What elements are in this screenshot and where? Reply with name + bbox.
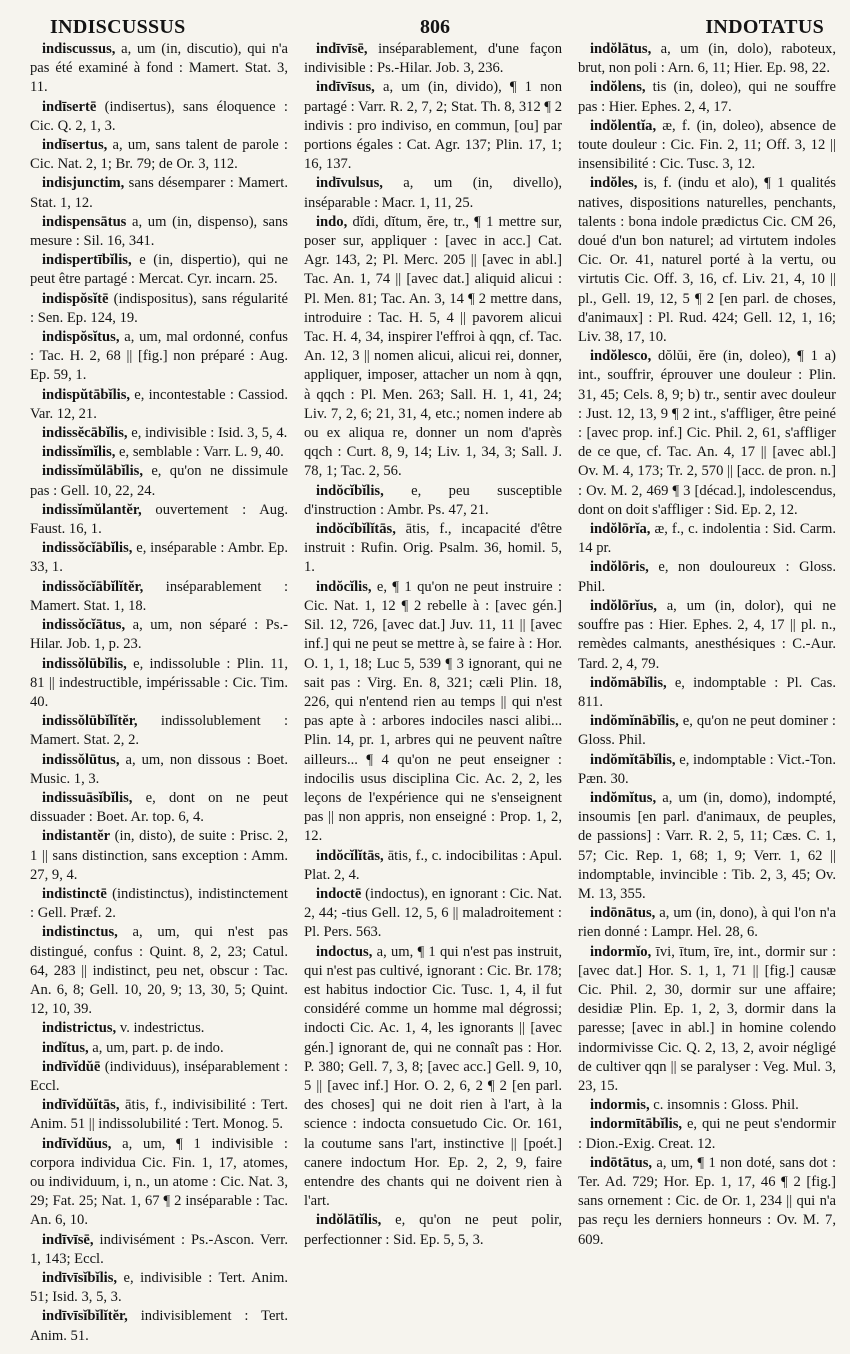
headword: indŏles, xyxy=(590,175,638,192)
dictionary-entry xyxy=(30,827,288,885)
entry-definition: dĭdi, dĭtum, ĕre, tr., ¶ 1 mettre sur, poser sur, appliquer : [avec in acc.] Cat. Agr. 143, 2; Pl. Merc. 205 || [avec in abl.] Tac. An. 1, 74 || [avec dat.] aliquid alicui : Pl. Men. 81; Tac. An. 3, 14 ¶ 2 mettre dans, introduire : Tac. H. 5, 4 || pavorem alicui Tac. H. 4, 34, inspirer l'effroi à qqn, cf. Tac. An. 12, 3 || nomen alicui, alicui rei, donner, appliquer, imposer, attacher un nom à qqn, à qqch : Pl. Men. 263; Sall. H. 1, 41, 24; Liv. 7, 2, 6; 21, 31, 4, etc.; nomen indere ab ou ex aliqua re, donner un nom d'après qqch : Curt. 8, 9, 14; Liv. 1, 34, 3; Sall. J. 78, 1; Tac. 2, 56. xyxy=(304,213,562,480)
dictionary-entry xyxy=(578,174,836,347)
headword: indispŏsĭtē xyxy=(42,290,109,307)
left-guide-word: INDISCUSSUS xyxy=(50,16,186,38)
dictionary-entry xyxy=(304,78,562,174)
dictionary-entry xyxy=(30,539,288,577)
headword: indŏlōris, xyxy=(590,559,649,576)
headword: indissŏlūtus, xyxy=(42,751,120,768)
dictionary-entry xyxy=(304,885,562,943)
headword: indissĭmŭlantĕr, xyxy=(42,501,142,518)
entry-definition: tis (in, doleo), qui ne souffre pas : Hier. Ephes. 2, 4, 17. xyxy=(578,79,836,115)
entry-definition: c. insomnis : Gloss. Phil. xyxy=(649,1097,799,1114)
entry-definition: æ, f., c. indolentia : Sid. Carm. 14 pr. xyxy=(578,521,836,557)
page-number: 806 xyxy=(420,16,450,38)
headword: indo, xyxy=(316,213,348,230)
dictionary-entry xyxy=(30,1039,288,1058)
dictionary-entry xyxy=(304,482,562,520)
dictionary-entry xyxy=(578,1115,836,1153)
headword: indistinctus, xyxy=(42,924,118,941)
dictionary-entry xyxy=(304,520,562,578)
headword: indŏcĭlĭtās, xyxy=(316,847,384,864)
entry-definition: inséparablement : Mamert. Stat. 1, 18. xyxy=(30,578,288,614)
entry-definition: v. indestrictus. xyxy=(116,1020,205,1037)
dictionary-entry xyxy=(30,923,288,1019)
entry-definition: a, um, ¶ 1 non doté, sans dot : Ter. Ad. 729; Hor. Ep. 1, 17, 46 ¶ 2 [fig.] sans ornement : Cic. de Or. 1, 234 || qui n'a pas reçu les derniers honneurs : Ov. M. 7, 609. xyxy=(578,1154,836,1248)
entry-definition: a, um (in, domo), indompté, insoumis [en parl. d'animaux, de peuples, de passions] : Varr. R. 2, 5, 11; Cæs. C. 1, 57; Cic. Rep. 1, 68; 1, 9; Verr. 1, 62 || indomptable, invincible : Tib. 2, 3, 45; Ov. M. 13, 355. xyxy=(578,789,836,902)
entry-definition: ātis, f., indivisibilité : Tert. Anim. 51 || indissolubilité : Tert. Monog. 5. xyxy=(30,1097,288,1133)
headword: indissŏcĭābĭlis, xyxy=(42,540,133,557)
columns xyxy=(30,40,842,1354)
headword: indīsertus, xyxy=(42,137,108,154)
dictionary-entry xyxy=(578,40,836,78)
dictionary-entry xyxy=(578,347,836,520)
headword: indoctē xyxy=(316,885,362,902)
entry-definition: a, um (in, dolor), qui ne souffre pas : Hier. Ephes. 2, 4, 17 || pl. n., remèdes calmants, anesthésiques : C.-Aur. Tard. 2, 4, 79. xyxy=(578,597,836,672)
headword: indormis, xyxy=(590,1097,650,1114)
headword: indormĭo, xyxy=(590,943,652,960)
entry-definition: e, indivisible : Isid. 3, 5, 4. xyxy=(127,425,288,442)
entry-definition: indissolublement : Mamert. Stat. 2, 2. xyxy=(30,713,288,749)
entry-definition: indivisément : Ps.-Ascon. Verr. 1, 143; Eccl. xyxy=(30,1231,288,1267)
dictionary-entry xyxy=(30,789,288,827)
headword: indispensātus xyxy=(42,213,127,230)
dictionary-entry xyxy=(578,904,836,942)
headword: indissŏlūbĭlĭtĕr, xyxy=(42,713,138,730)
dictionary-entry xyxy=(30,1019,288,1038)
dictionary-entry xyxy=(578,558,836,596)
dictionary-entry xyxy=(578,674,836,712)
headword: indŏmābĭlis, xyxy=(590,674,667,691)
headword: indissŏlūbĭlis, xyxy=(42,655,127,672)
headword: indissŏcĭābĭlĭtĕr, xyxy=(42,578,144,595)
dictionary-entry xyxy=(578,520,836,558)
page-header xyxy=(30,12,842,42)
entry-definition: e, qui ne peut s'endormir : Dion.-Exig. Creat. 12. xyxy=(578,1116,836,1152)
entry-definition: a, um, mal ordonné, confus : Tac. H. 2, 68 || [fig.] non préparé : Aug. Ep. 59, 1. xyxy=(30,329,288,384)
entry-definition: ātis, f., c. indocibilitas : Apul. Plat. 2, 4. xyxy=(304,847,562,883)
headword: indissŏcĭātus, xyxy=(42,617,126,634)
dictionary-entry xyxy=(30,174,288,212)
headword: indīvĭdŭĭtās, xyxy=(42,1097,120,1114)
headword: indŏlesco, xyxy=(590,348,652,365)
entry-definition: e (in, dispertio), qui ne peut être partagé : Mercat. Cyr. incarn. 25. xyxy=(30,252,288,288)
entry-definition: (indisertus), sans éloquence : Cic. Q. 2, 1, 3. xyxy=(30,98,288,134)
entry-definition: a, um, non séparé : Ps.-Hilar. Job. 1, p. 23. xyxy=(30,617,288,653)
dictionary-entry xyxy=(578,712,836,750)
entry-definition: indivisiblement : Tert. Anim. 51. xyxy=(30,1308,288,1344)
entry-definition: e, non douloureux : Gloss. Phil. xyxy=(578,559,836,595)
headword: indĭtus, xyxy=(42,1039,89,1056)
entry-definition: a, um, non dissous : Boet. Music. 1, 3. xyxy=(30,751,288,787)
column-2 xyxy=(304,40,562,1354)
headword: indŏlōrĭa, xyxy=(590,521,651,538)
entry-definition: a, um (in, divello), inséparable : Macr. 1, 11, 25. xyxy=(304,175,562,211)
dictionary-entry xyxy=(30,1307,288,1345)
entry-definition: (individuus), inséparablement : Eccl. xyxy=(30,1058,288,1094)
entry-definition: is, f. (indu et alo), ¶ 1 qualités natives, dispositions naturelles, penchants, talents : bona indole prædictus Cic. CM 26, doué d'un bon naturel; ad virtutem indoles Cic. Or. 41, naturel porté à la vertu, ou virtutis Cic. Off. 3, 16, cf. Liv. 21, 4, 10 || pl., Gell. 19, 12, 5 ¶ 2 [en parl. de choses, d'animaux] : Pl. Rud. 424; Gell. 12, 1, 16; Liv. 38, 17, 10. xyxy=(578,175,836,346)
dictionary-entry xyxy=(30,290,288,328)
dictionary-entry xyxy=(304,40,562,78)
dictionary-entry xyxy=(30,40,288,98)
dictionary-entry xyxy=(304,174,562,212)
entry-definition: e, incontestable : Cassiod. Var. 12, 21. xyxy=(30,386,288,422)
headword: indīvīsĭbĭlĭtĕr, xyxy=(42,1308,128,1325)
headword: indōnātus, xyxy=(590,905,656,922)
entry-definition: īvi, ītum, īre, int., dormir sur : [avec dat.] Hor. S. 1, 1, 71 || [fig.] causæ Cic. Phil. 2, 30, dormir sur une affaire; desidiæ Plin. Ep. 1, 2, 3, dormir dans la paresse; [avec in abl.] in homine colendo indormivisse Cic. Q. 2, 13, 2, avoir négligé de cultiver qqn || se paralyser : Veg. Mul. 3, 23, 15. xyxy=(578,943,836,1094)
entry-definition: a, um (in, dono), à qui l'on n'a rien donné : Lampr. Hel. 28, 6. xyxy=(578,905,836,941)
dictionary-entry xyxy=(578,597,836,674)
headword: indīvīsus, xyxy=(316,79,375,96)
entry-definition: a, um, sans talent de parole : Cic. Nat. 2, 1; Br. 79; de Or. 3, 112. xyxy=(30,137,288,173)
headword: indōtātus, xyxy=(590,1154,653,1171)
column-1 xyxy=(30,40,288,1354)
dictionary-entry xyxy=(30,1096,288,1134)
headword: indissĭmĭlis, xyxy=(42,444,116,461)
headword: indīvīsē, xyxy=(42,1231,94,1248)
headword: indŏlōrĭus, xyxy=(590,597,657,614)
right-guide-word: INDOTATUS xyxy=(705,16,824,38)
entry-definition: a, um (in, discutio), qui n'a pas été examiné à fond : Mamert. Stat. 3, 11. xyxy=(30,41,288,96)
dictionary-entry xyxy=(578,117,836,175)
dictionary-entry xyxy=(30,251,288,289)
entry-definition: e, indomptable : Vict.-Ton. Pæn. 30. xyxy=(578,751,836,787)
headword: indŏcĭlis, xyxy=(316,578,372,595)
entry-definition: e, dont on ne peut dissuader : Boet. Ar. top. 6, 4. xyxy=(30,789,288,826)
headword: indīvīsē, xyxy=(316,41,368,57)
dictionary-entry xyxy=(30,655,288,713)
headword: indormītābĭlis, xyxy=(590,1116,683,1133)
entry-definition: ātis, f., incapacité d'être instruit : Rufin. Orig. Psalm. 36, homil. 5, 1. xyxy=(304,521,562,576)
headword: indŏcĭbĭlis, xyxy=(316,482,384,499)
entry-definition: e, indissoluble : Plin. 11, 81 || indestructible, impérissable : Cic. Tim. 40. xyxy=(30,655,288,710)
headword: indistrictus, xyxy=(42,1020,117,1037)
dictionary-entry xyxy=(30,501,288,539)
dictionary-entry xyxy=(30,462,288,500)
dictionary-entry xyxy=(30,328,288,386)
entry-definition: e, ¶ 1 qu'on ne peut instruire : Cic. Nat. 1, 12 ¶ 2 rebelle à : [avec gén.] Sil. 12, 726, [avec dat.] Juv. 11, 11 || [avec inf.] qui ne peut se mettre à, se faire à : Hor. O. 1, 1, 18; Luc 5, 539 ¶ 3 ignorant, qui ne sait pas : Virg. En. 8, 321; cæli Plin. 18, 226, qui n'entend rien au temps || qui n'est pas apte à : arbores indociles nasci alibi... Plin. 14, pr. 1, arbres qui ne peuvent naître ailleurs... ¶ 4 qu'on ne peut enseigner : indocilis usus disciplina Cic. Ac. 2, 2, les leçons de l'expérience qui ne s'enseignent pas || non appris, non enseigné : Prop. 1, 2, 12. xyxy=(304,578,562,845)
dictionary-entry xyxy=(578,1154,836,1250)
headword: indŏlens, xyxy=(590,79,646,96)
headword: indiscussus, xyxy=(42,41,116,57)
entry-definition: a, um, ¶ 1 qui n'est pas instruit, qui n'est pas cultivé, ignorant : Cic. Br. 178; est habitus indoctior Cic. Tusc. 1, 4, il fut considéré comme un homme mal dégrossi; indocti Cic. Ac. 1, 4, les ignorants || [avec gén.] ignorant de, qui ne connaît pas : Hor. P. 380; Gell. 7, 3, 8; [avec acc.] Gell. 9, 10, 5 || [avec inf.] Hor. O. 2, 6, 2 ¶ 2 [en parl. des choses] qui ne doit rien à l'art, à la science : indocta consuetudo Cic. Or. 161, la coutume sans l'art, instinctive || [poét.] canere indoctum Hor. Ep. 2, 2, 9, faire entendre des chants qui ne doivent rien à l'art. xyxy=(304,943,562,1210)
entry-definition: inséparablement, d'une façon indivisible : Ps.-Hilar. Job. 3, 236. xyxy=(304,41,562,77)
headword: indŏmĭtābĭlis, xyxy=(590,751,676,768)
entry-definition: a, um (in, dolo), raboteux, brut, non poli : Arn. 6, 11; Hier. Ep. 98, 22. xyxy=(578,41,836,77)
entry-definition: (indoctus), en ignorant : Cic. Nat. 2, 44; -tius Gell. 12, 5, 6 || maladroitement : Pl. Pers. 563. xyxy=(304,885,562,941)
headword: indīvĭdŭē xyxy=(42,1058,101,1075)
entry-definition: e, semblable : Varr. L. 9, 40. xyxy=(115,444,284,461)
dictionary-entry xyxy=(30,213,288,251)
dictionary-entry xyxy=(30,443,288,462)
entry-definition: ouvertement : Aug. Faust. 16, 1. xyxy=(30,501,288,538)
entry-definition: e, qu'on ne peut polir, perfectionner : Sid. Ep. 5, 5, 3. xyxy=(304,1212,562,1248)
column-3 xyxy=(578,40,836,1354)
headword: indŏmĭtus, xyxy=(590,789,657,806)
dictionary-entry xyxy=(30,616,288,654)
entry-definition: æ, f. (in, doleo), absence de toute douleur : Cic. Fin. 2, 11; Off. 3, 12 || insensibilité : Cic. Tusc. 3, 12. xyxy=(578,117,836,173)
entry-definition: e, qu'on ne dissimule pas : Gell. 10, 22, 24. xyxy=(30,463,288,499)
headword: indispŭtābĭlis, xyxy=(42,386,131,403)
entry-definition: a, um (in, divido), ¶ 1 non partagé : Varr. R. 2, 7, 2; Stat. Th. 8, 312 ¶ 2 indivis : pro indiviso, en commun, [ou] par portions égales : Cat. Agr. 137; Plin. 17, 1; 16, 137. xyxy=(304,79,562,173)
entry-definition: e, qu'on ne peut dominer : Gloss. Phil. xyxy=(578,713,836,749)
headword: indissĕcābĭlis, xyxy=(42,425,128,442)
dictionary-entry xyxy=(304,943,562,1212)
dictionary-entry xyxy=(30,98,288,136)
entry-definition: e, inséparable : Ambr. Ep. 33, 1. xyxy=(30,540,288,576)
headword: indīvīsĭbĭlis, xyxy=(42,1270,118,1286)
headword: indispŏsĭtus, xyxy=(42,329,120,346)
dictionary-entry xyxy=(30,712,288,750)
headword: indīvĭdŭus, xyxy=(42,1135,112,1152)
dictionary-entry xyxy=(30,1135,288,1231)
dictionary-entry xyxy=(304,847,562,885)
dictionary-entry xyxy=(30,885,288,923)
headword: indīsertē xyxy=(42,98,97,115)
entry-definition: e, indomptable : Pl. Cas. 811. xyxy=(578,674,836,710)
entry-definition: a, um, qui n'est pas distingué, confus : Quint. 8, 2, 23; Catul. 64, 283 || indistinct, peu net, obscur : Tac. An. 6, 8; Gell. 10, 20, 9; 13, 30, 5; Quint. 12, 10, 39. xyxy=(30,924,288,1018)
entry-definition: (indistinctus), indistinctement : Gell. Præf. 2. xyxy=(30,885,288,922)
dictionary-entry xyxy=(30,578,288,616)
dictionary-entry xyxy=(304,213,562,482)
headword: indŏlentĭa, xyxy=(590,117,657,134)
dictionary-entry xyxy=(30,1058,288,1096)
entry-definition: a, um (in, dispenso), sans mesure : Sil. 16, 341. xyxy=(30,213,288,250)
entry-definition: e, indivisible : Tert. Anim. 51; Isid. 3, 5, 3. xyxy=(30,1270,288,1306)
dictionary-entry xyxy=(30,1269,288,1307)
dictionary-entry xyxy=(30,751,288,789)
dictionary-entry xyxy=(578,1096,836,1115)
headword: indissuāsĭbĭlis, xyxy=(42,789,133,806)
headword: indŏmĭnābĭlis, xyxy=(590,713,679,730)
entry-definition: (in, disto), de suite : Prisc. 2, 1 || sans distinction, sans exception : Amm. 27, 9, 4. xyxy=(30,828,288,883)
headword: indistantĕr xyxy=(42,828,111,845)
dictionary-entry xyxy=(30,1231,288,1269)
headword: indŏlātus, xyxy=(590,41,652,57)
headword: indispertībĭlis, xyxy=(42,252,132,269)
dictionary-entry xyxy=(578,751,836,789)
headword: indŏcĭbĭlĭtās, xyxy=(316,521,396,538)
entry-definition: (indispositus), sans régularité : Sen. Ep. 124, 19. xyxy=(30,290,288,326)
entry-definition: sans désemparer : Mamert. Stat. 1, 12. xyxy=(30,175,288,211)
headword: indŏlātĭlis, xyxy=(316,1212,382,1229)
headword: indissĭmŭlābĭlis, xyxy=(42,463,143,480)
dictionary-entry xyxy=(578,78,836,116)
dictionary-entry xyxy=(30,386,288,424)
dictionary-entry xyxy=(30,136,288,174)
dictionary-entry xyxy=(304,578,562,847)
headword: indisjunctim, xyxy=(42,175,125,192)
dictionary-entry xyxy=(578,943,836,1097)
dictionary-entry xyxy=(578,789,836,904)
entry-definition: e, peu susceptible d'instruction : Ambr. Ps. 47, 21. xyxy=(304,482,562,518)
headword: indīvulsus, xyxy=(316,175,383,192)
entry-definition: a, um, ¶ 1 indivisible : corpora individua Cic. Fin. 1, 17, atomes, ou individuum, i, n., un atome : Cic. Nat. 3, 29; Fat. 25; Nat. 1, 67 ¶ 2 inséparable : Tac. An. 6, 10. xyxy=(30,1135,288,1229)
entry-definition: a, um, part. p. de indo. xyxy=(88,1039,224,1056)
dictionary-entry xyxy=(30,424,288,443)
dictionary-entry xyxy=(304,1211,562,1249)
headword: indoctus, xyxy=(316,943,373,960)
headword: indistinctē xyxy=(42,885,107,902)
entry-definition: dŏlŭi, ĕre (in, doleo), ¶ 1 a) int., souffrir, éprouver une douleur : Plin. 31, 45; Cels. 8, 9; b) tr., sentir avec douleur : Just. 12, 13, 9 ¶ 2 int., s'affliger, être peiné : [avec prop. inf.] Cic. Phil. 2, 61, s'affliger de ce que, cf. Tac. An. 4, 17 || [avec abl.] Ov. M. 4, 173; Tr. 2, 570 || [acc. de pron. n.] : Ov. M. 2, 469 ¶ 3 [décad.], indolescendus, dont on doit s'affliger : Sid. Ep. 2, 12. xyxy=(578,348,836,518)
